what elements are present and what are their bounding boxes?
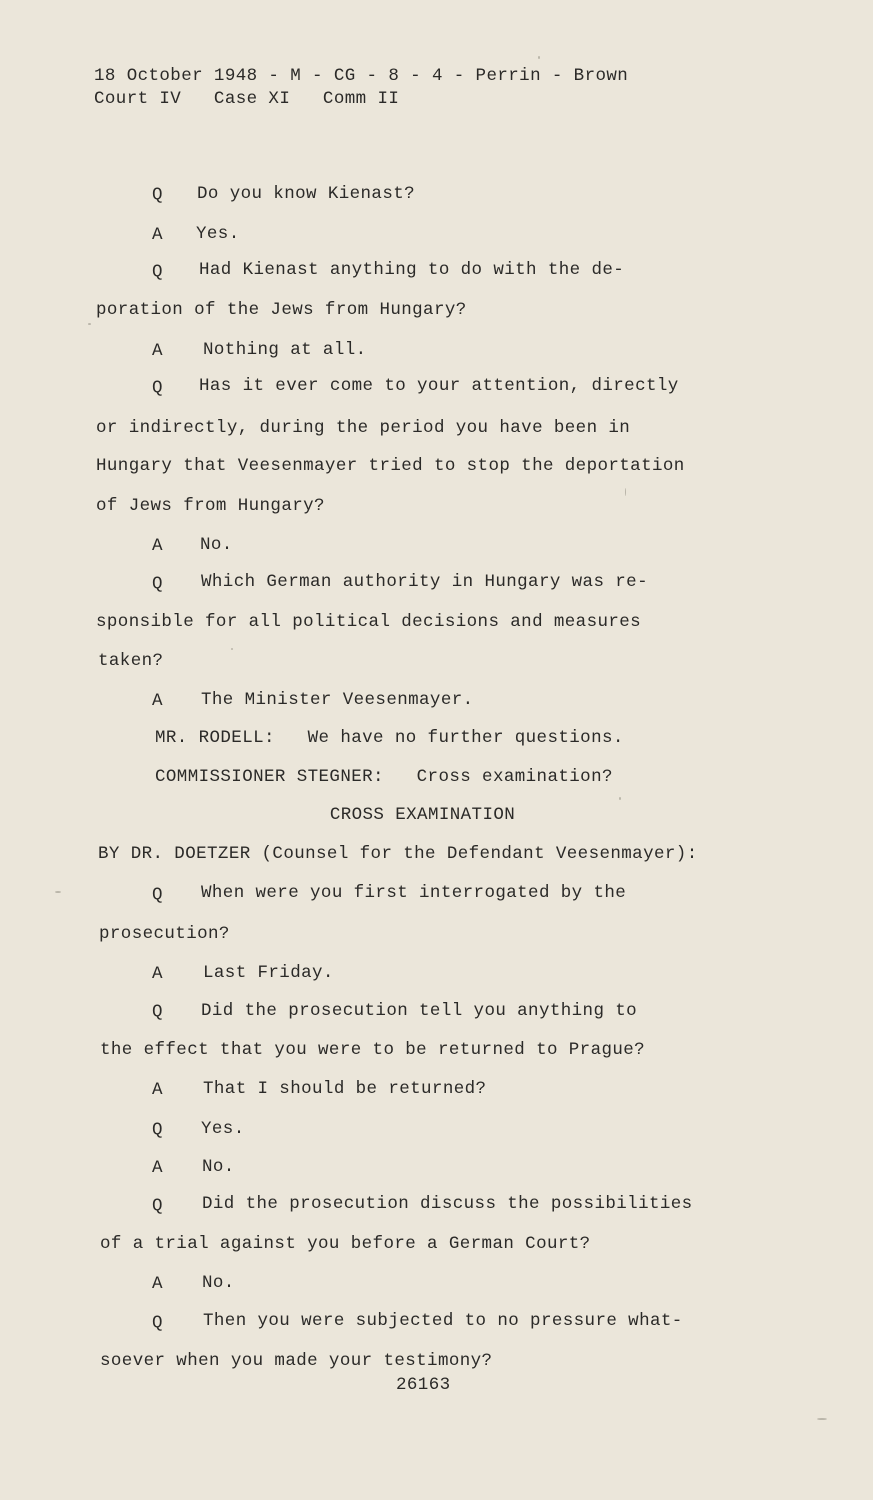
paper-speck [88,323,91,325]
examiner-line: BY DR. DOETZER (Counsel for the Defendant Veesenmayer): [98,844,698,864]
paper-speck [625,488,626,496]
question-text: Had Kienast anything to do with the de- [199,260,625,280]
question-text-continued: soever when you made your testimony? [100,1351,493,1371]
question-text-continued: poration of the Jews from Hungary? [96,300,467,320]
paper-speck [619,797,621,800]
question-text-continued: sponsible for all political decisions and measures [96,612,642,632]
answer-text: No. [202,1273,235,1293]
paper-speck [538,56,540,59]
speaker-label: A [152,536,163,556]
speaker-label: Q [152,1196,163,1216]
speaker-label: A [152,225,163,245]
speaker-label: Q [152,185,163,205]
speaker-label: Q [152,1120,163,1140]
question-text: Did the prosecution tell you anything to [201,1001,638,1021]
question-text-continued: taken? [98,651,164,671]
paper-speck [231,648,233,650]
question-text-continued: Hungary that Veesenmayer tried to stop the deportation [96,456,685,476]
answer-text: Nothing at all. [203,340,367,360]
question-text: When were you first interrogated by the [201,883,627,903]
header-court-line: Court IV Case XI Comm II [94,89,400,109]
speaker-label: Q [152,885,163,905]
question-text-continued: prosecution? [99,924,230,944]
speaker-label: A [152,1274,163,1294]
question-text: Do you know Kienast? [197,184,416,204]
speaker-label: A [152,1080,163,1100]
header-date-line: 18 October 1948 - M - CG - 8 - 4 - Perrin - Brown [94,66,629,86]
answer-text: Last Friday. [203,963,334,983]
speaker-label: A [152,1158,163,1178]
question-text: Has it ever come to your attention, directly [199,376,679,396]
speaker-label: Q [152,262,163,282]
question-text: Then you were subjected to no pressure what- [203,1311,683,1331]
speaker-label: Q [152,574,163,594]
speaker-label: Q [152,1002,163,1022]
speaker-label: A [152,341,163,361]
question-text-continued: of Jews from Hungary? [96,496,325,516]
section-heading: CROSS EXAMINATION [329,805,516,825]
answer-text: That I should be returned? [203,1079,487,1099]
paper-speck [55,891,61,893]
answer-text: The Minister Veesenmayer. [201,690,474,710]
question-text-continued: the effect that you were to be returned to Prague? [100,1040,646,1060]
speaker-label: A [152,964,163,984]
answer-text: No. [200,535,233,555]
question-text: Did the prosecution discuss the possibilities [202,1194,693,1214]
speaker-label: Q [152,1313,163,1333]
question-text-continued: or indirectly, during the period you have been in [96,418,631,438]
question-text: Which German authority in Hungary was re- [201,572,648,592]
question-text: Yes. [201,1119,245,1139]
answer-text: Yes. [196,224,240,244]
speaker-label: A [152,691,163,711]
answer-text: No. [202,1157,235,1177]
speaker-statement: MR. RODELL: We have no further questions. [155,728,624,748]
speaker-statement: COMMISSIONER STEGNER: Cross examination? [155,767,613,787]
question-text-continued: of a trial against you before a German Court? [100,1234,591,1254]
paper-speck [817,1418,827,1420]
page-number: 26163 [396,1375,451,1395]
speaker-label: Q [152,378,163,398]
